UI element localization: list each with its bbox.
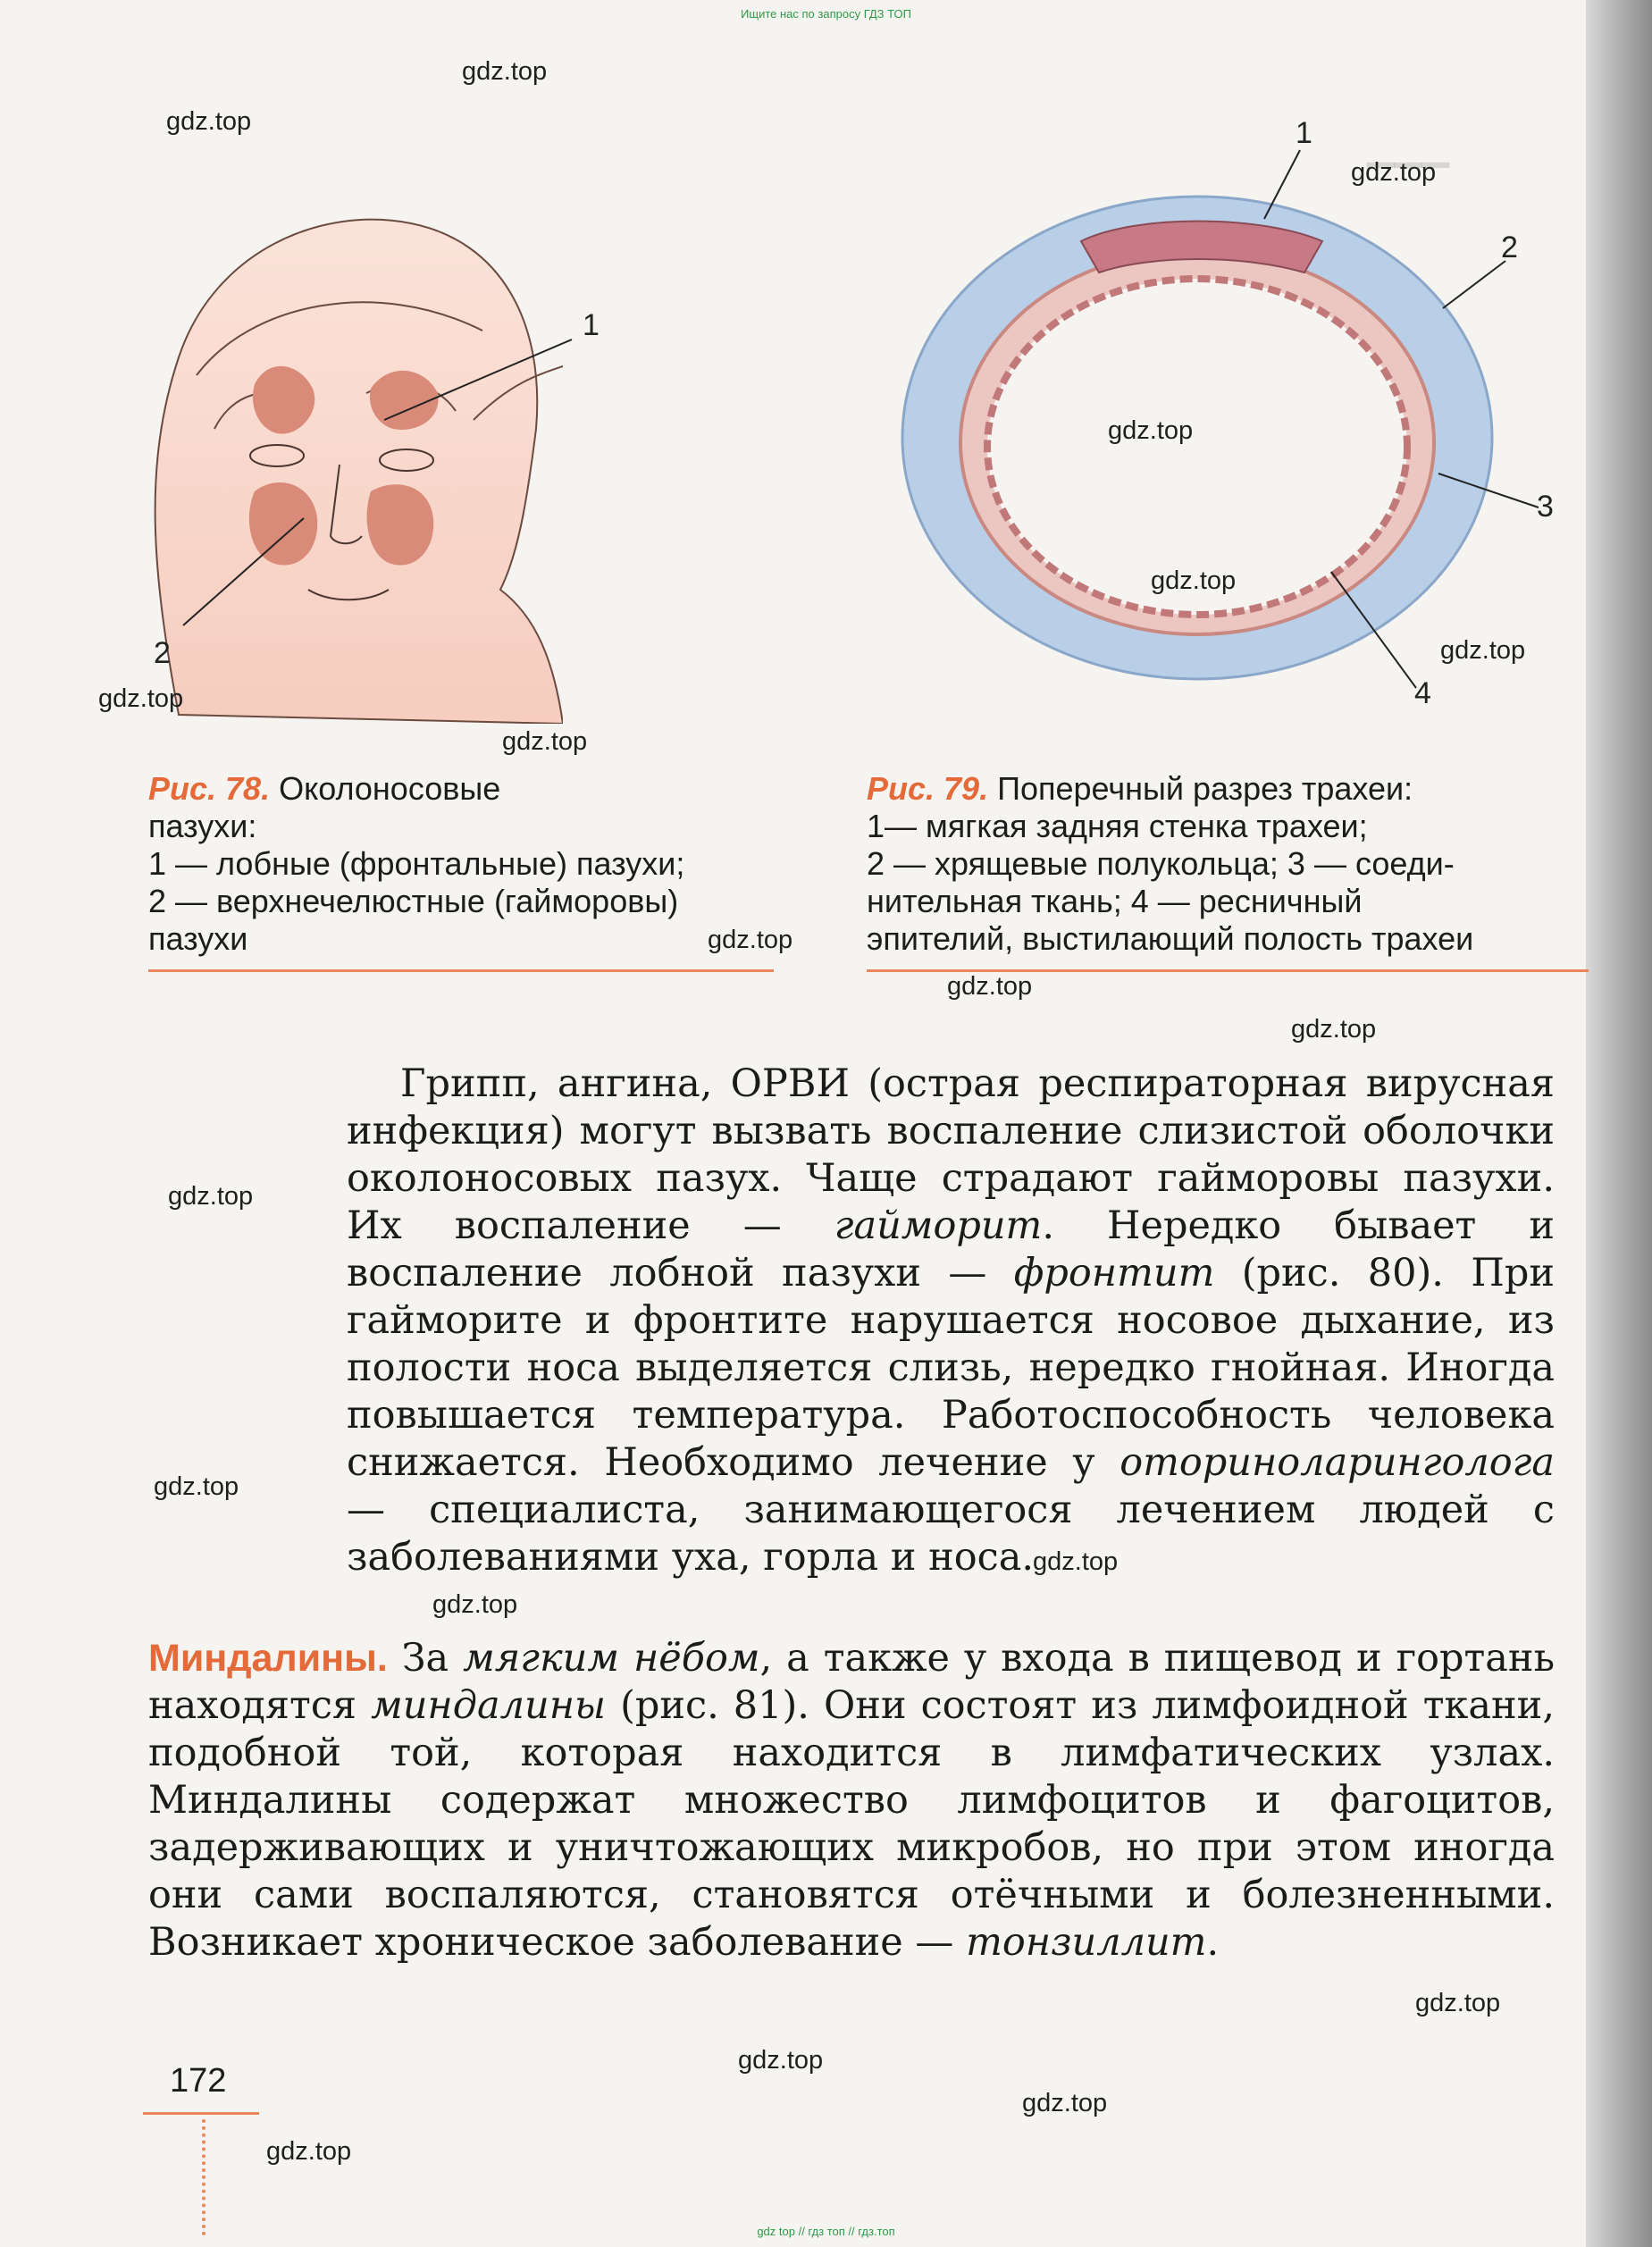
text-run: .	[1206, 1920, 1220, 1965]
top-note: Ищите нас по запросу ГДЗ ТОП	[741, 7, 911, 21]
watermark: gdz.top	[166, 107, 252, 136]
figure-79-label-2: 2	[1501, 231, 1518, 264]
text-run: За	[387, 1636, 464, 1681]
figure-79-label-3: 3	[1537, 490, 1554, 524]
term-frontit: фронтит	[1013, 1251, 1215, 1295]
watermark: gdz.top	[1033, 1547, 1119, 1576]
watermark: gdz.top	[1108, 416, 1194, 445]
watermark: gdz.top	[708, 926, 793, 954]
caption-text: нительная ткань; 4 — ресничный	[867, 883, 1363, 919]
caption-text: 1 — лобные (фронтальные) пазухи;	[148, 845, 685, 882]
page-number-rule	[143, 2112, 259, 2115]
caption-text: пазухи	[148, 920, 248, 957]
caption-text: пазухи:	[148, 808, 257, 844]
paragraph-tonsils	[148, 1635, 1555, 1966]
figure-79-number: Рис. 79.	[867, 770, 989, 807]
watermark: gdz.top	[168, 1182, 254, 1211]
text-run: Грипп, ангина, ОРВИ (острая респираторная вирусная инфекция) могут вызвать воспаление слизистой оболочки околоносовых пазух. Чаще страдают гайморовы пазухи. Их воспаление —	[347, 1061, 1555, 1248]
caption-text: Поперечный разрез трахеи:	[997, 770, 1413, 807]
text-run: (рис. 80). При гайморите и фронтите нарушается носовое дыхание, из полости носа выделяется слизь, нередко гнойная. Иногда повышается температура. Работоспособность человека снижается. Необходимо лечение у	[347, 1251, 1556, 1485]
term-gaimorit: гайморит	[834, 1203, 1043, 1248]
term-soft-palate: мягким нёбом	[463, 1636, 760, 1681]
figure-78-caption-rule	[148, 969, 774, 972]
paragraph-sinusitis	[347, 1061, 1555, 1581]
caption-text: 2 — верхнечелюстные (гайморовы)	[148, 883, 679, 919]
figure-78-caption	[148, 770, 756, 958]
figure-79-caption	[867, 770, 1572, 958]
text-run: , а также у входа в пищевод и гортань находятся	[148, 1636, 1556, 1728]
text-run: (рис. 81). Они состоят из лимфоидной ткани, подобной той, которая находится в лимфатических узлах. Миндалины содержат множество лимфоцитов и фагоцитов, задерживающих и уничтожающих микробов, но при этом иногда они сами воспаляются, становятся отёчными и болезненными. Возникает хроническое заболевание —	[148, 1683, 1555, 1965]
figure-79-label-1: 1	[1296, 116, 1312, 150]
caption-text: 2 — хрящевые полукольца; 3 — соеди-	[867, 845, 1455, 882]
watermark: gdz.top	[98, 684, 184, 713]
figure-78-label-1: 1	[583, 308, 600, 342]
watermark: gdz.top	[1415, 1989, 1501, 2017]
section-heading-tonsils: Миндалины.	[148, 1637, 388, 1680]
watermark: gdz.top	[154, 1472, 239, 1501]
watermark: gdz.top	[1440, 636, 1526, 665]
watermark: gdz.top	[502, 727, 588, 756]
watermark: gdz.top	[738, 2046, 824, 2075]
caption-text: 1— мягкая задняя стенка трахеи;	[867, 808, 1368, 844]
term-tonsillitis: тонзиллит	[966, 1920, 1207, 1965]
figure-79-label-4: 4	[1414, 676, 1431, 710]
watermark: gdz.top	[1351, 158, 1437, 187]
figure-78-number: Рис. 78.	[148, 770, 271, 807]
figure-78-label-2: 2	[154, 636, 171, 670]
watermark: gdz.top	[266, 2137, 352, 2166]
watermark: gdz.top	[947, 972, 1033, 1001]
watermark: gdz.top	[432, 1590, 518, 1619]
page-number: 172	[170, 2062, 227, 2100]
text-run: — специалиста, занимающегося лечением людей с заболеваниями уха, горла и носа.	[347, 1488, 1555, 1580]
page-number-dots	[202, 2119, 209, 2235]
caption-text: эпителий, выстилающий полость трахеи	[867, 920, 1474, 957]
watermark: gdz.top	[1151, 566, 1237, 595]
watermark: gdz.top	[1022, 2089, 1108, 2117]
bleed-through: ▁▁▁	[1367, 127, 1450, 168]
term-tonsils: миндалины	[371, 1683, 607, 1728]
watermark: gdz.top	[462, 57, 548, 86]
text-run: . Нередко бывает и воспаление лобной пазухи —	[347, 1203, 1555, 1295]
bottom-note: gdz top // гдз топ // гдз.топ	[757, 2225, 895, 2238]
caption-text: Околоносовые	[279, 770, 501, 807]
term-otolaryngologist: оториноларинголога	[1120, 1440, 1555, 1485]
watermark: gdz.top	[1291, 1015, 1377, 1044]
